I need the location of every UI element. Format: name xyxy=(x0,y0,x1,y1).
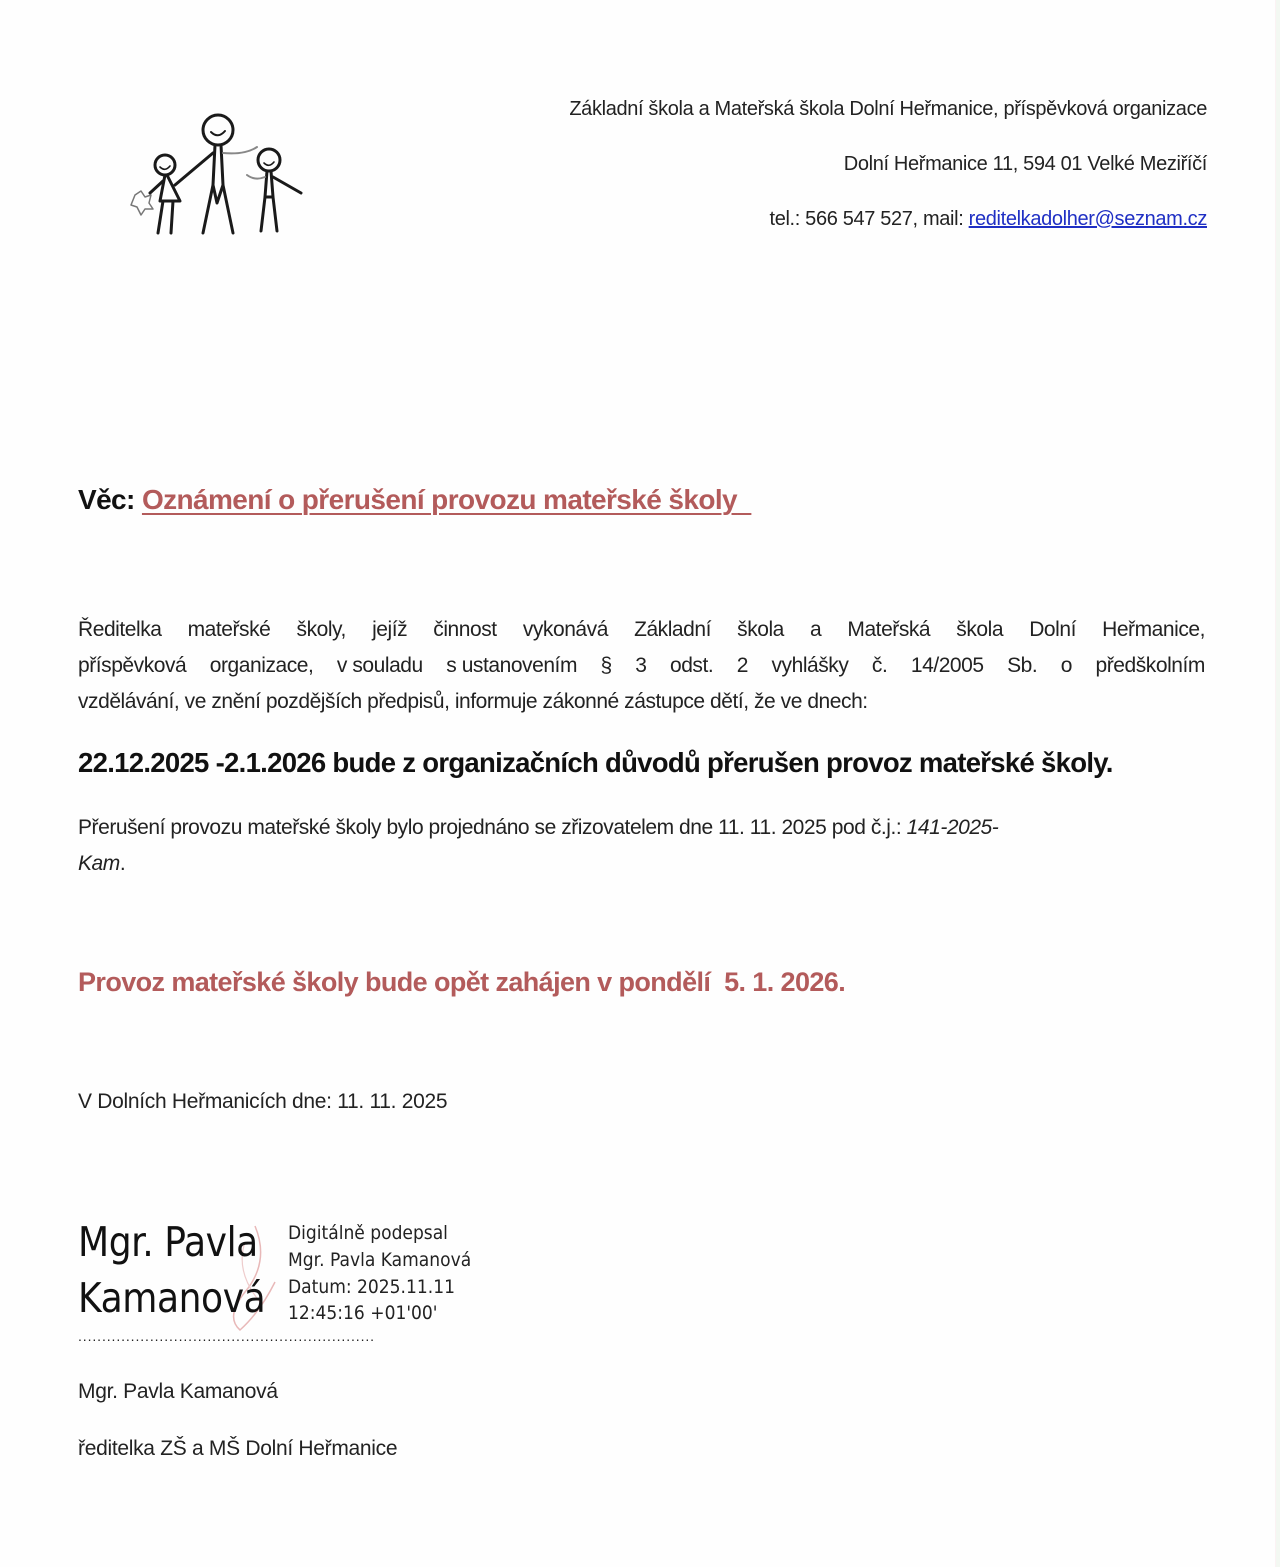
intro-word: Základní xyxy=(634,618,712,641)
intro-word: 2 xyxy=(736,654,748,677)
organization-address: Dolní Heřmanice 11, 594 01 Velké Meziříčí xyxy=(843,153,1207,175)
subject-title-tail xyxy=(737,484,751,515)
intro-word: Dolní xyxy=(1029,618,1076,641)
intro-word: s ustanovením xyxy=(446,654,577,677)
digital-signature-line-3: Datum: 2025.11.11 xyxy=(288,1276,455,1298)
closure-announcement: 22.12.2025 -2.1.2026 bude z organizačních důvodů přerušen provoz mateřské školy. xyxy=(78,747,1113,778)
intro-word: Heřmanice, xyxy=(1102,618,1205,641)
intro-word: Ředitelka xyxy=(78,618,162,641)
subject-label: Věc: xyxy=(78,484,135,515)
reference-number-part1: 141-2025- xyxy=(906,816,999,839)
printed-name: Mgr. Pavla Kamanová xyxy=(78,1380,278,1403)
contact-phone: tel.: 566 547 527, mail: xyxy=(769,208,969,230)
signature-dotted-line: .............................................................. xyxy=(78,1328,375,1344)
intro-word: o xyxy=(1060,654,1073,677)
intro-word: a xyxy=(810,618,822,641)
intro-line-3: vzdělávání, ve znění pozdějších předpisů, informuje zákonné zástupce dětí, že ve dnech: xyxy=(78,690,868,713)
intro-word: škola xyxy=(737,618,784,641)
digital-signature-line-1: Digitálně podepsal xyxy=(288,1222,448,1244)
intro-word: vyhlášky xyxy=(771,654,849,677)
negotiation-text: Přerušení provozu mateřské školy bylo projednáno se zřizovatelem dne 11. 11. 2025 pod č.j.: xyxy=(78,816,907,839)
subject-line xyxy=(78,484,751,516)
intro-line-1 xyxy=(78,618,1205,642)
signatory-role: ředitelka ZŠ a MŠ Dolní Heřmanice xyxy=(78,1437,398,1460)
negotiation-line-1 xyxy=(78,816,998,840)
intro-word: organizace, xyxy=(209,654,314,677)
signature-name-line-1: Mgr. Pavla xyxy=(78,1218,258,1266)
intro-word: příspěvková xyxy=(78,654,187,677)
intro-word: jejíž xyxy=(372,618,408,641)
intro-word: § xyxy=(600,654,612,677)
intro-word: předškolním xyxy=(1095,654,1205,677)
digital-signature-line-4: 12:45:16 +01'00' xyxy=(288,1302,438,1324)
digital-signature-line-2: Mgr. Pavla Kamanová xyxy=(288,1249,472,1271)
place-and-date: V Dolních Heřmanicích dne: 11. 11. 2025 xyxy=(78,1090,448,1113)
reopen-announcement: Provoz mateřské školy bude opět zahájen v pondělí 5. 1. 2026. xyxy=(78,967,846,997)
intro-word: Sb. xyxy=(1007,654,1038,677)
family-stick-figures-icon xyxy=(105,85,345,245)
intro-word: škola xyxy=(956,618,1004,641)
page-edge xyxy=(1275,0,1280,1567)
reference-end: . xyxy=(119,852,126,875)
intro-word: vykonává xyxy=(522,618,608,641)
intro-word: 14/2005 xyxy=(910,654,984,677)
subject-title: Oznámení o přerušení provozu mateřské školy xyxy=(141,484,738,515)
email-link[interactable]: reditelkadolher@seznam.cz xyxy=(968,208,1207,230)
organization-name: Základní škola a Mateřská škola Dolní Heřmanice, příspěvková organizace xyxy=(569,98,1207,120)
intro-line-2 xyxy=(78,654,1205,678)
reference-number-part2: Kam xyxy=(78,852,120,875)
signature-name-line-2: Kamanová xyxy=(78,1274,266,1322)
intro-word: 3 xyxy=(635,654,647,677)
intro-word: v souladu xyxy=(336,654,423,677)
intro-word: Mateřská xyxy=(847,618,931,641)
contact-line xyxy=(769,208,1207,231)
intro-word: činnost xyxy=(433,618,497,641)
negotiation-line-2 xyxy=(78,852,125,876)
intro-word: č. xyxy=(871,654,888,677)
intro-word: školy, xyxy=(296,618,346,641)
intro-word: odst. xyxy=(669,654,714,677)
intro-word: mateřské xyxy=(187,618,271,641)
